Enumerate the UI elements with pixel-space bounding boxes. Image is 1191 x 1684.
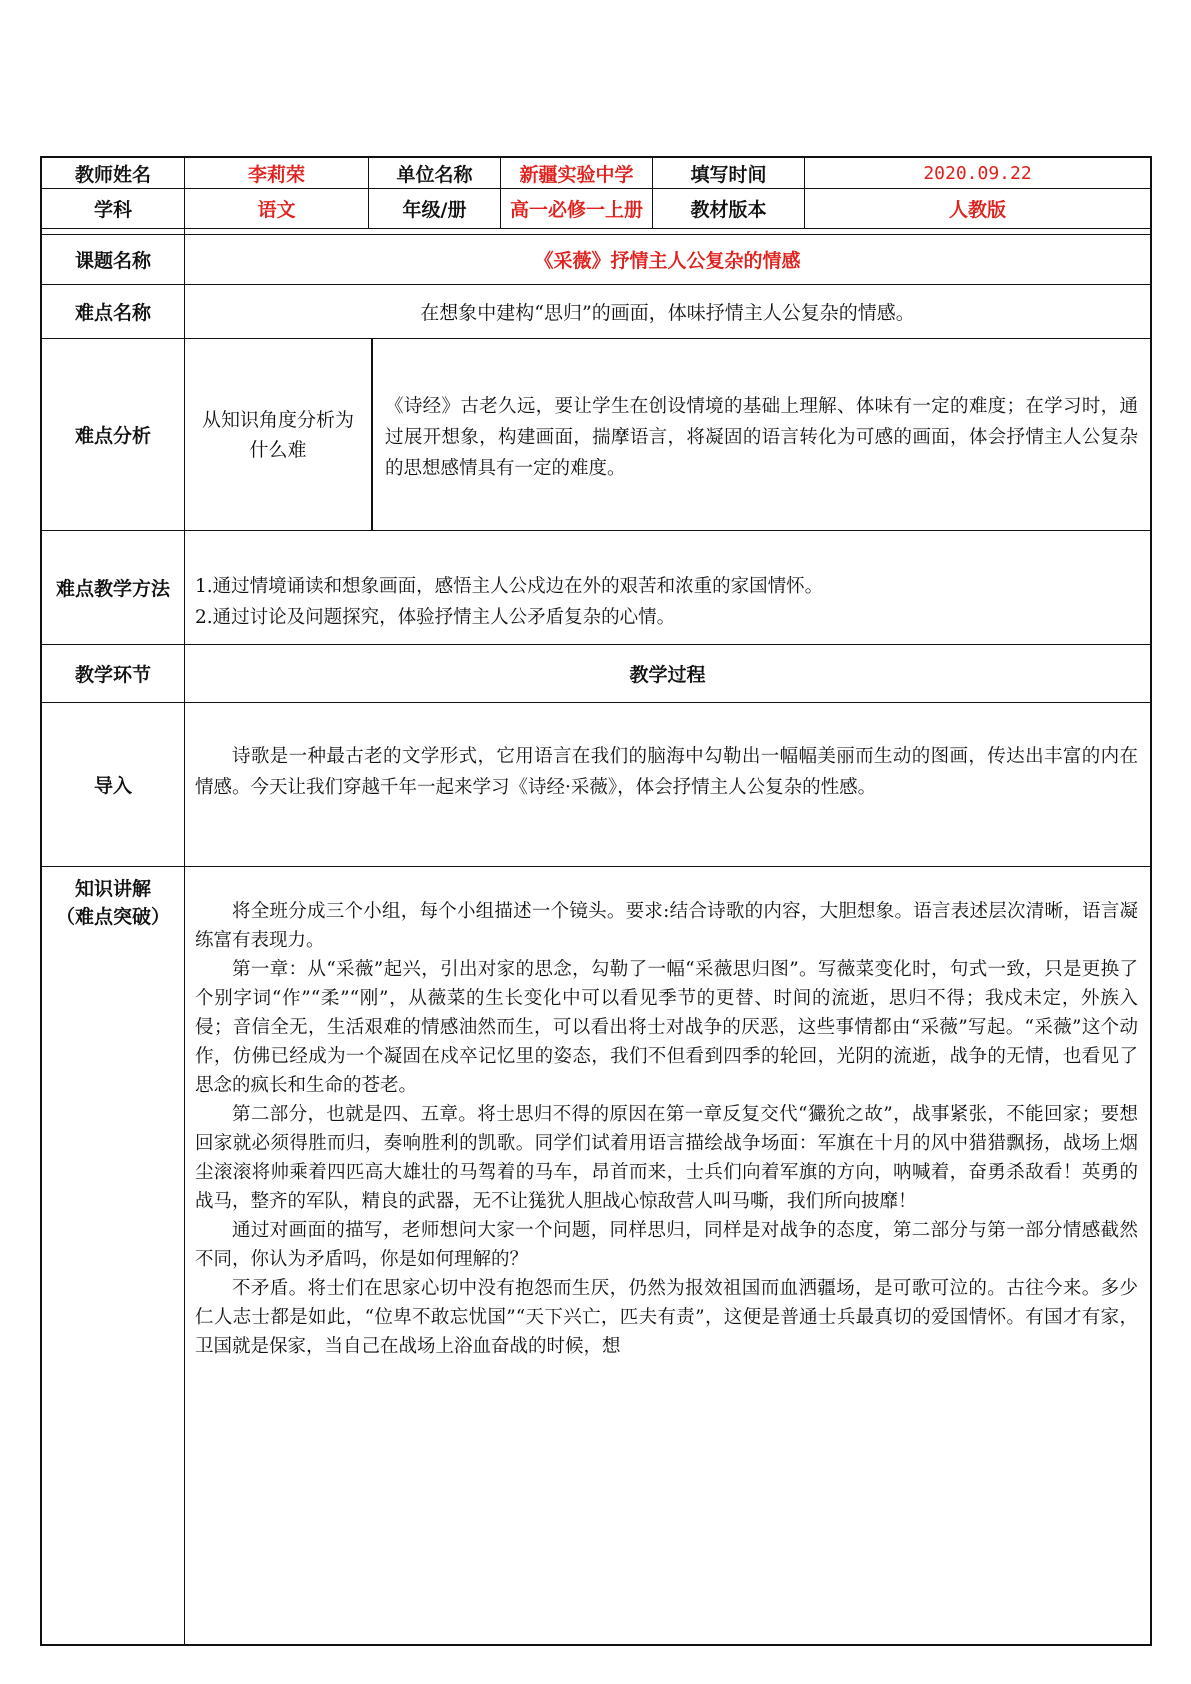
analysis-text: 《诗经》古老久远，要让学生在创设情境的基础上理解、体味有一定的难度；在学习时，通过展开想象，构建画面，揣摩语言，将凝固的语言转化为可感的画面，体会抒情主人公复杂的思想感情具有一定的难度。: [385, 396, 1138, 479]
fill-date-label: 填写时间: [690, 163, 767, 186]
analysis-sub-label: 从知识角度分析为什么难: [201, 408, 354, 461]
edition-value: 人教版: [948, 199, 1006, 221]
knowledge-paragraph: 第二部分，也就是四、五章。将士思归不得的原因在第一章反复交代“玁狁之故”，战事紧张，不能回家；要想回家就必须得胜而归，奏响胜利的凯歌。同学们试着用语言描绘战争场面：军旗在十月的风中猎猎飘扬，战场上烟尘滚滚将帅乘着四匹高大雄壮的马驾着的马车，昂首而来，士兵们向着军旗的方向，呐喊着，奋勇杀敌看！英勇的战马，整齐的军队，精良的武器，无不让獇犹人胆战心惊敌营人叫马嘶，我们所向披靡！: [195, 1104, 1138, 1212]
intro-label: 导入: [93, 775, 132, 797]
teaching-process-label: 教学过程: [629, 664, 706, 686]
knowledge-paragraph: 第一章：从“采薇”起兴，引出对家的思念，勾勒了一幅“采薇思归图”。写薇菜变化时，句式一致，只是更换了个别字词“作”“柔”“刚”，从薇菜的生长变化中可以看见季节的更替、时间的流逝，思归不得；我戍未定，外族入侵；音信全无，生活艰难的情感油然而生，可以看出将士对战争的厌恶，这些事情都由“采薇”写起。“采薇”这个动作，仿佛已经成为一个凝固在戍卒记忆里的姿态，我们不但看到四季的轮回，光阴的流逝，战争的无情，也看见了思念的疯长和生命的苍老。: [195, 959, 1138, 1096]
teacher-name-value: 李莉荣: [247, 163, 305, 186]
knowledge-paragraph: 将全班分成三个小组，每个小组描述一个镜头。要求:结合诗歌的内容，大胆想象。语言表述层次清晰，语言凝练富有表现力。: [195, 901, 1138, 951]
knowledge-label: [42, 867, 184, 927]
knowledge-label-line2: （难点突破）: [55, 906, 170, 928]
row-divider: [42, 228, 1150, 229]
knowledge-text-cell: [185, 867, 1150, 1646]
method-list: [185, 531, 1150, 644]
method-item: 1.通过情境诵读和想象画面，感悟主人公戍边在外的艰苦和浓重的家国情怀。: [195, 576, 824, 597]
difficulty-value: 在想象中建构“思归”的画面，体味抒情主人公复杂的情感。: [420, 302, 915, 324]
topic-value: 《采薇》抒情主人公复杂的情感: [534, 250, 801, 272]
subject-label: 学科: [93, 199, 132, 221]
teacher-name-label: 教师姓名: [74, 163, 151, 186]
edition-label: 教材版本: [690, 199, 767, 221]
intro-text: 诗歌是一种最古老的文学形式，它用语言在我们的脑海中勾勒出一幅幅美丽而生动的图画，传达出丰富的内在情感。今天让我们穿越千年一起来学习《诗经·采薇》，体会抒情主人公复杂的性感。: [195, 746, 1138, 798]
method-label: 难点教学方法: [55, 578, 170, 600]
analysis-label: 难点分析: [74, 425, 151, 447]
knowledge-paragraph: 不矛盾。将士们在思家心切中没有抱怨而生厌，仍然为报效祖国而血洒疆场，是可歌可泣的。古往今来。多少仁人志士都是如此，“位卑不敢忘忧国”“天下兴亡，匹夫有责”，这便是普通士兵最真切的爱国情怀。有国才有家，卫国就是保家，当自己在战场上浴血奋战的时候，想: [195, 1278, 1138, 1357]
topic-label: 课题名称: [74, 250, 151, 272]
lesson-plan-table: [40, 156, 1152, 1646]
subject-value: 语文: [257, 199, 296, 221]
knowledge-label-line1: 知识讲解: [74, 878, 151, 900]
knowledge-paragraph: 通过对画面的描写，老师想问大家一个问题，同样思归，同样是对战争的态度，第二部分与第一部分情感截然不同，你认为矛盾吗，你是如何理解的？: [195, 1220, 1138, 1270]
grade-value: 高一必修一上册: [509, 199, 643, 221]
difficulty-label: 难点名称: [74, 302, 151, 324]
unit-name-label: 单位名称: [396, 163, 473, 186]
fill-date-value: 2020.09.22: [923, 162, 1032, 184]
unit-name-value: 新疆实验中学: [519, 163, 634, 186]
grade-label: 年级/册: [402, 199, 467, 221]
method-item: 2.通过讨论及问题探究，体验抒情主人公矛盾复杂的心情。: [195, 607, 676, 628]
teaching-stage-label: 教学环节: [74, 664, 151, 686]
intro-text-cell: [185, 703, 1150, 866]
